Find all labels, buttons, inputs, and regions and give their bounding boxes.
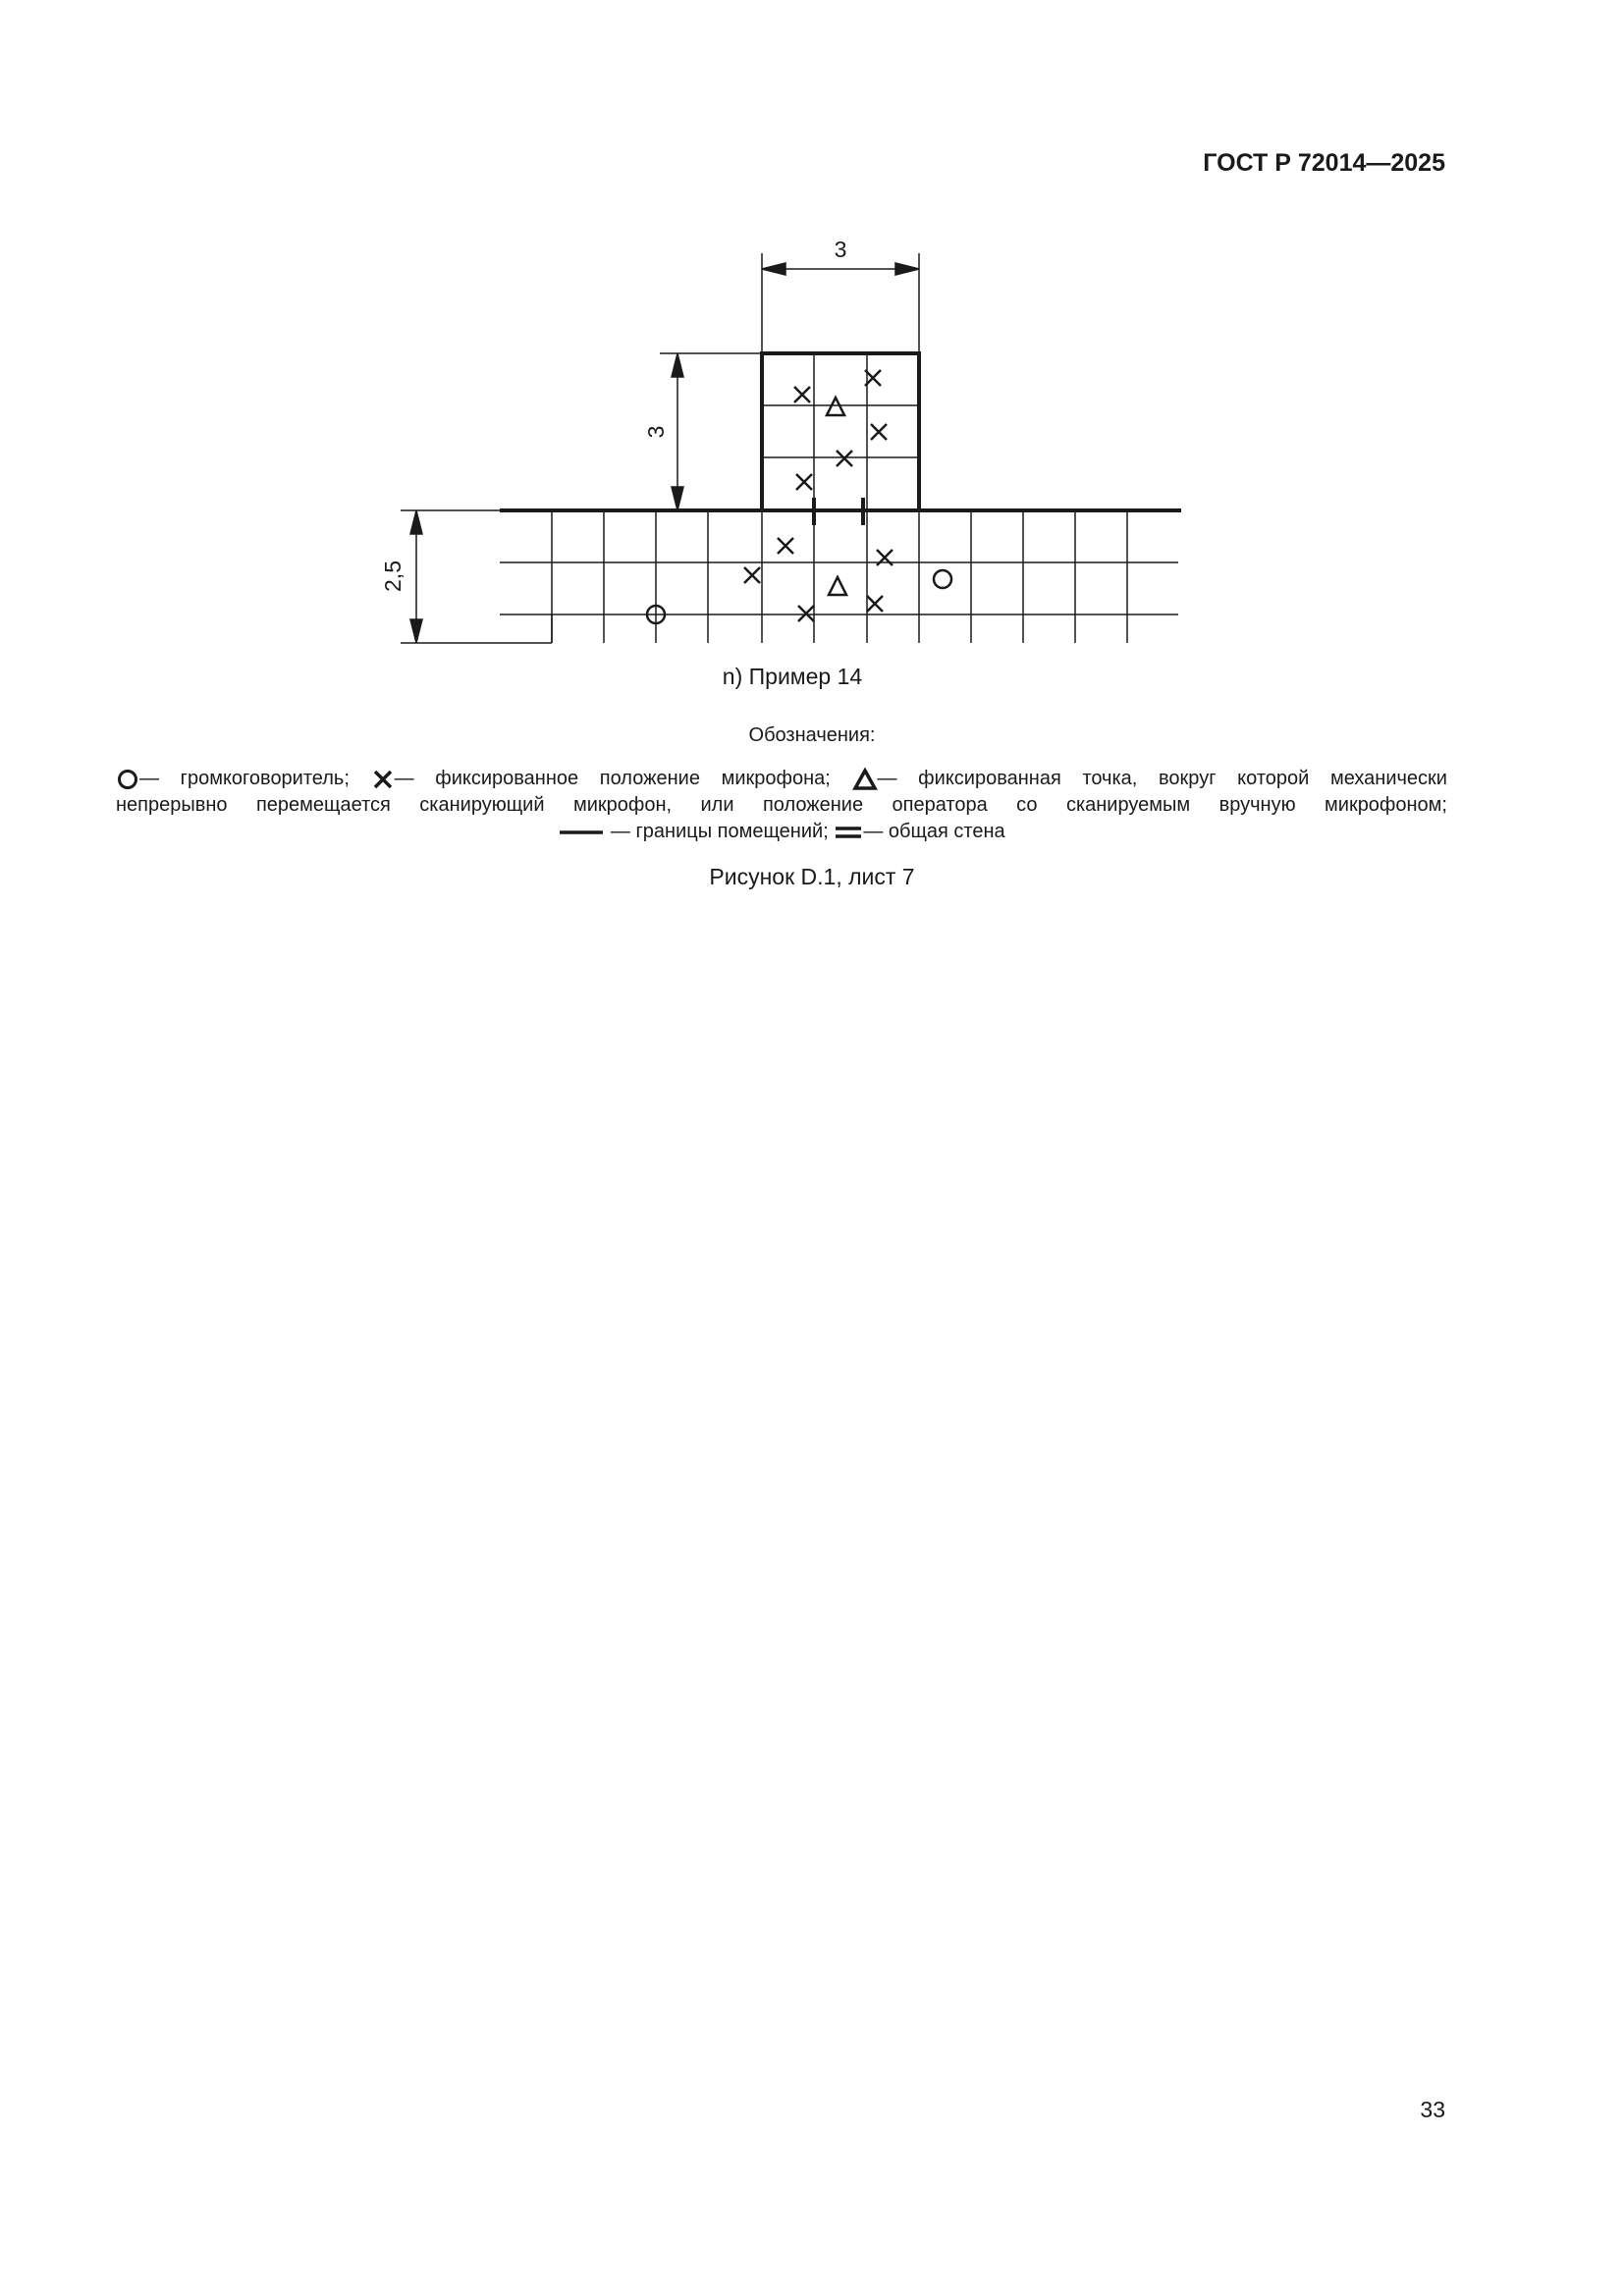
microphone-position-icon [796, 474, 812, 490]
document-header: ГОСТ Р 72014—2025 [1203, 149, 1445, 177]
microphone-position-icon [871, 424, 887, 440]
legend-line-2: непрерывно перемещается сканирующий микрофон, или положение оператора со сканируемым вручную микрофоном; [116, 794, 1447, 816]
upper-room-boundary [762, 353, 919, 510]
legend-line-3 [116, 819, 1447, 845]
loudspeaker-markers [647, 570, 951, 623]
room-boundary-icon [558, 826, 605, 839]
dimension-corridor-height-label: 2,5 [380, 561, 406, 592]
legend-microphone: — фиксированное положение микрофона; [394, 768, 831, 789]
microphone-position-icon [798, 606, 814, 621]
legend-loudspeaker: — громкоговоритель; [139, 768, 350, 789]
dimension-width-label: 3 [834, 237, 847, 262]
microphone-position-icon [744, 567, 760, 583]
legend-line-1 [116, 766, 1447, 792]
scan-point-icon [827, 398, 844, 415]
figure-caption: Рисунок D.1, лист 7 [709, 864, 915, 889]
upper-room-grid [762, 353, 919, 510]
microphone-icon [371, 768, 395, 791]
legend-title: Обозначения: [748, 724, 876, 746]
common-wall-icon [834, 825, 863, 840]
microphone-position-icon [778, 538, 793, 554]
microphone-position-icon [867, 596, 883, 612]
loudspeaker-icon [934, 570, 951, 588]
scan-point-icon [852, 768, 878, 791]
loudspeaker-icon [116, 768, 139, 791]
microphone-markers [744, 370, 893, 621]
microphone-position-icon [794, 387, 810, 402]
room-layout-diagram [0, 0, 1624, 687]
legend-room-boundary: — границы помещений; [610, 821, 829, 842]
legend-scan-point-1: — фиксированная точка, вокруг которой механически [877, 768, 1447, 789]
scan-point-markers [827, 398, 846, 595]
dimension-corridor-height [401, 510, 552, 643]
dimension-room-height-label: 3 [643, 425, 669, 439]
dimension-room-height [660, 353, 762, 510]
microphone-position-icon [837, 451, 852, 466]
legend-common-wall: — общая стена [863, 821, 1005, 842]
page-number: 33 [1420, 2097, 1445, 2122]
scan-point-icon [829, 577, 846, 595]
dimension-width [762, 253, 919, 353]
corridor-grid [500, 510, 1178, 643]
legend [116, 766, 1447, 845]
figure-subcaption: n) Пример 14 [722, 664, 863, 689]
